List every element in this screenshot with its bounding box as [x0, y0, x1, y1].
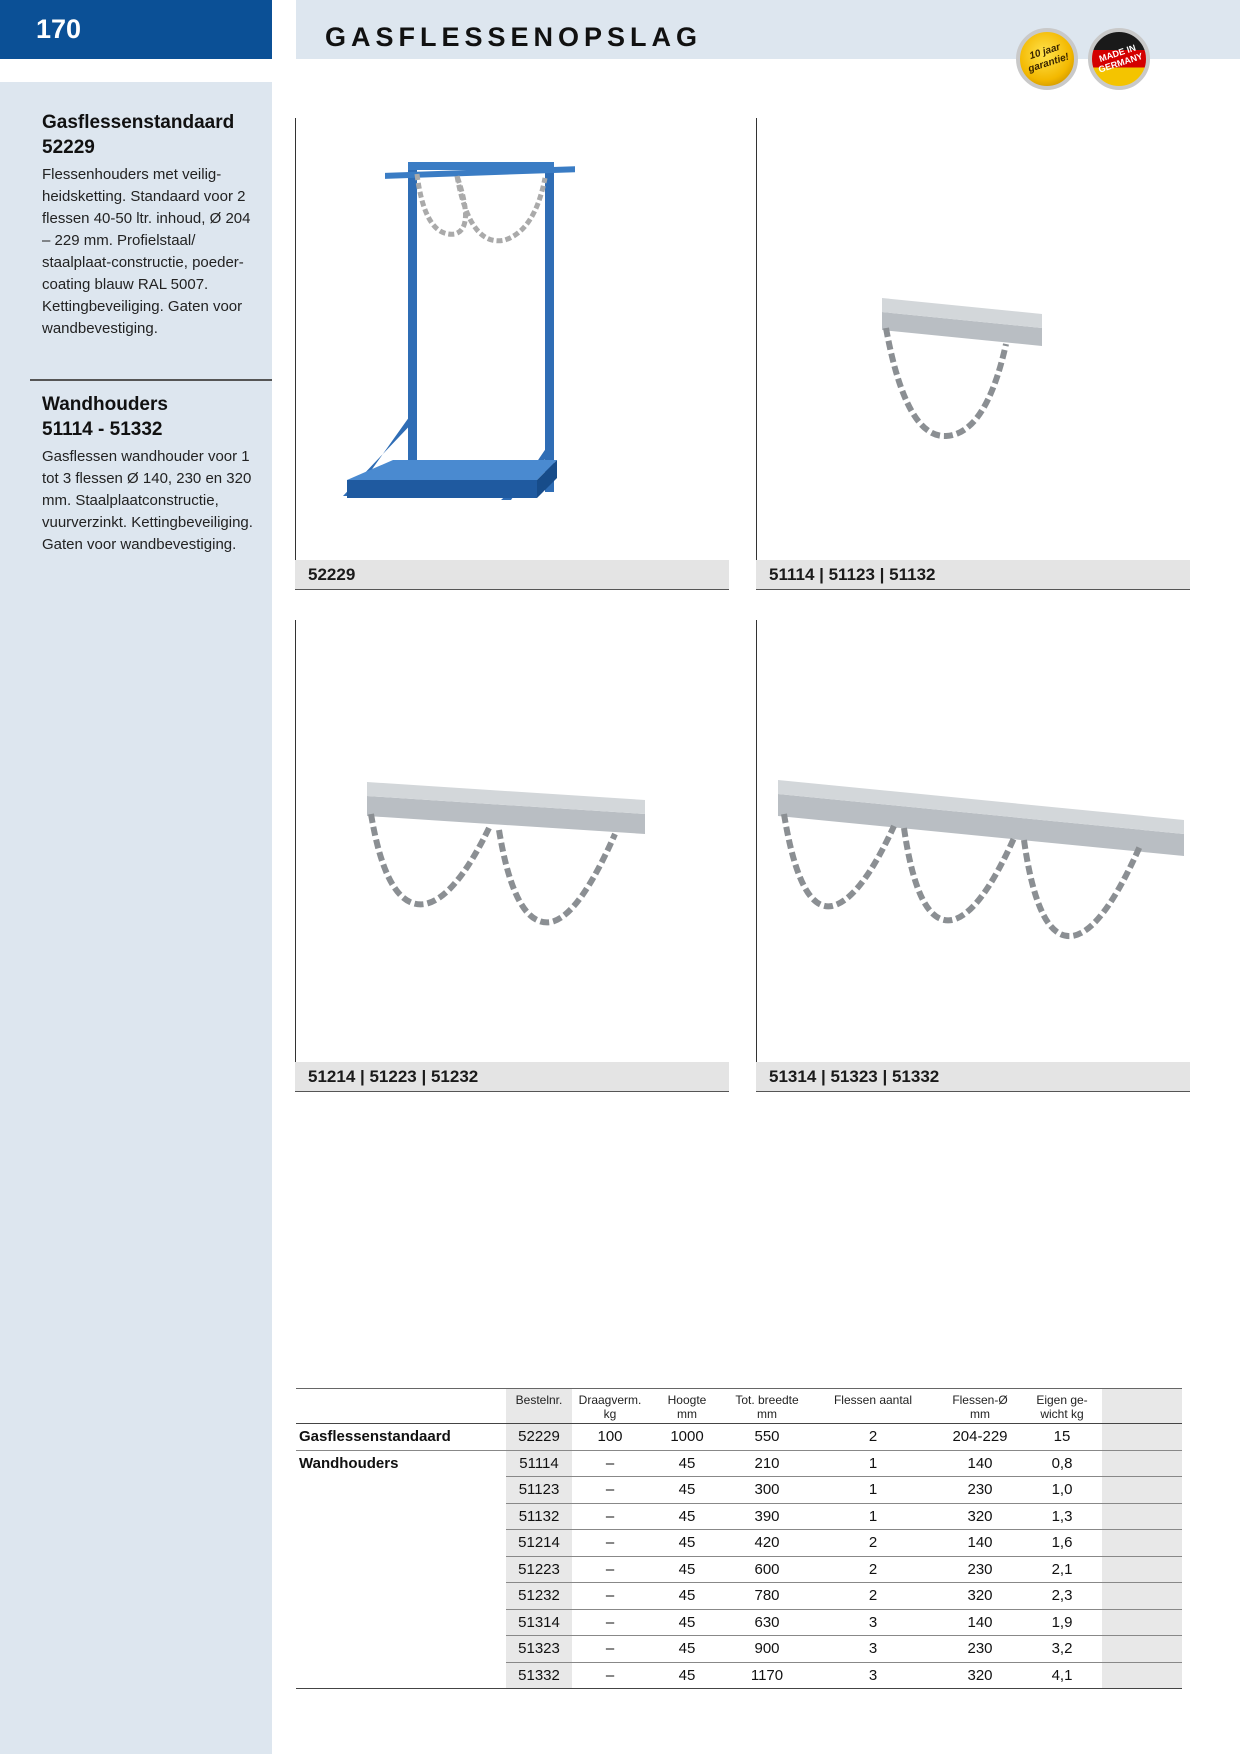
header-bestelnr: Bestelnr.	[506, 1389, 572, 1424]
panel-caption: 51214 | 51223 | 51232	[295, 1062, 729, 1092]
panel-caption: 51314 | 51323 | 51332	[756, 1062, 1190, 1092]
table-row: 51232 – 45 780 2 320 2,3	[296, 1583, 1182, 1610]
header-aantal: Flessen aantal	[808, 1389, 938, 1424]
section-description: Flessenhouders met veilig-heidsketting. Standaard voor 2 flessen 40-50 ltr. inhoud, Ø 204 – 229 mm. Profielstaal/ staalplaat-constructie, poeder-coating blauw RAL 5007. Kettingbeveiliging. Gaten voor wandbevestiging.	[42, 166, 251, 337]
section-title: Gasflessenstandaard	[42, 112, 235, 133]
guarantee-badge-icon	[1016, 28, 1078, 90]
made-in-germany-badge-icon	[1088, 28, 1150, 90]
table-row: 51132 – 45 390 1 320 1,3	[296, 1503, 1182, 1530]
page-title: GASFLESSENOPSLAG	[325, 22, 703, 52]
product-panel-double-holder	[295, 620, 729, 1092]
panel-caption: 51114 | 51123 | 51132	[756, 560, 1190, 590]
table-row: 51214 – 45 420 2 140 1,6	[296, 1530, 1182, 1557]
sidebar-section-wall	[42, 392, 257, 556]
group-label: Gasflessenstandaard	[296, 1424, 506, 1451]
table-row: 51323 – 45 900 3 230 3,2	[296, 1636, 1182, 1663]
table-header-row	[296, 1389, 1182, 1424]
section-code: 52229	[42, 137, 95, 158]
header-gewicht: Eigen ge- wicht kg	[1022, 1389, 1102, 1424]
sidebar-section-stand	[42, 110, 257, 340]
section-description: Gasflessen wandhouder voor 1 tot 3 flessen Ø 140, 230 en 320 mm. Staalplaatconstructie, vuurverzinkt. Kettingbeveiliging. Gaten voor wandbevestiging.	[42, 448, 253, 553]
header-diameter: Flessen-Ø mm	[938, 1389, 1022, 1424]
cylinder-stand-image	[295, 118, 729, 558]
header-breedte: Tot. breedte mm	[726, 1389, 808, 1424]
double-wall-holder-image	[295, 620, 729, 1060]
group-label: Wandhouders	[299, 1455, 399, 1472]
triple-wall-holder-image	[756, 620, 1190, 1060]
guarantee-badge-text: 10 jaar garantie!	[1026, 41, 1071, 75]
single-wall-holder-image	[756, 118, 1190, 558]
product-panel-single-holder	[756, 118, 1190, 590]
germany-badge-text: MADE IN GERMANY	[1097, 42, 1144, 75]
table-row: 51223 – 45 600 2 230 2,1	[296, 1556, 1182, 1583]
table-row: Gasflessenstandaard 52229 100 1000 550 2 204-229 15	[296, 1424, 1182, 1451]
table-row: 51123 – 45 300 1 230 1,0	[296, 1477, 1182, 1504]
spec-table	[296, 1388, 1182, 1689]
product-panel-52229	[295, 118, 729, 590]
table-row: 51332 – 45 1170 3 320 4,1	[296, 1662, 1182, 1689]
table-row: Wandhouders 51114 – 45 210 1 140 0,8	[296, 1450, 1182, 1477]
sidebar-divider	[30, 379, 272, 381]
panel-caption: 52229	[295, 560, 729, 590]
table-row: 51314 – 45 630 3 140 1,9	[296, 1609, 1182, 1636]
header-draagvermogen: Draagverm. kg	[572, 1389, 648, 1424]
page-number: 170	[0, 0, 272, 59]
header-hoogte: Hoogte mm	[648, 1389, 726, 1424]
product-panel-triple-holder	[756, 620, 1190, 1092]
section-title: Wandhouders	[42, 394, 168, 415]
section-code: 51114 - 51332	[42, 419, 163, 440]
